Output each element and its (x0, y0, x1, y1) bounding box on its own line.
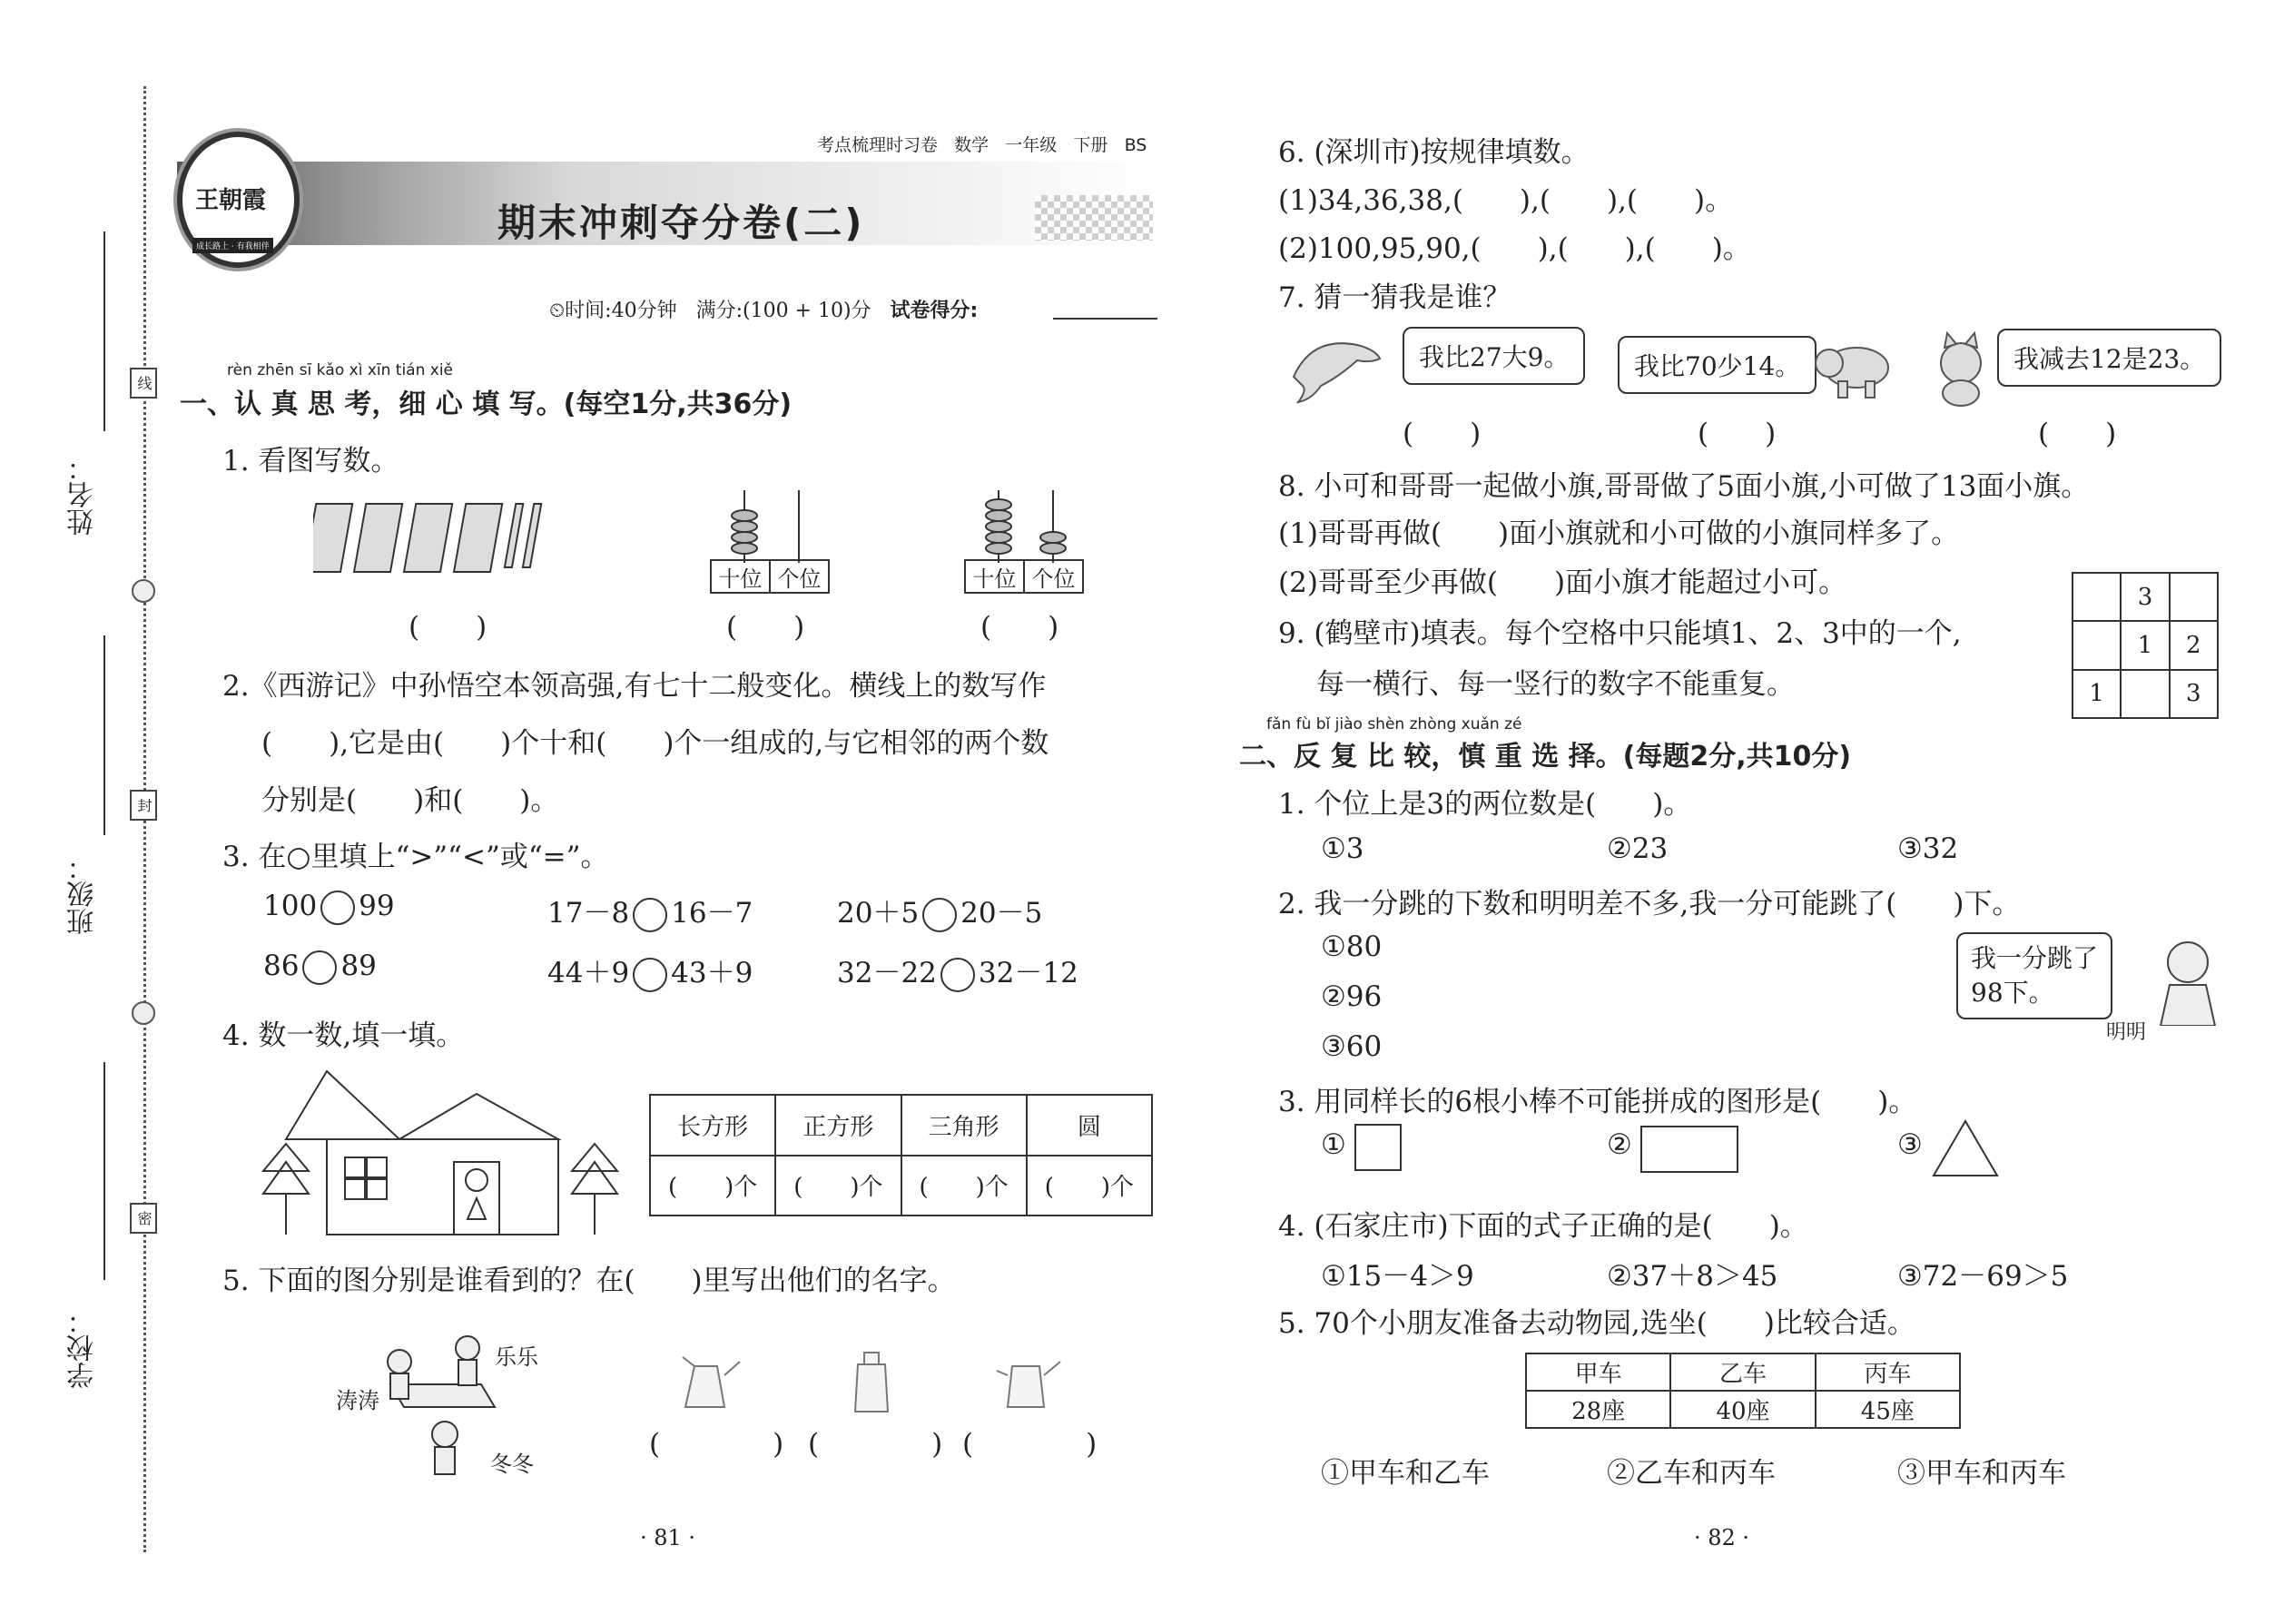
bind-circle-1 (132, 579, 155, 603)
cat-icon (1925, 331, 2002, 408)
grid-cell: 2 (2170, 621, 2218, 669)
table-cell: 45座 (1816, 1391, 1960, 1428)
volume: 下册 (1073, 135, 1108, 155)
bind-circle-2 (132, 1001, 155, 1025)
abacus-1-labels (710, 559, 830, 594)
square-shape (1354, 1124, 1402, 1171)
q1-blank-2[interactable]: ( ) (726, 611, 805, 644)
name-write-line[interactable] (103, 231, 105, 431)
q6-line2: (2)100,95,90,( ),( ),( )。 (1278, 232, 1751, 265)
kid-name-dongdong: 冬冬 (490, 1452, 534, 1477)
q3-item-2: 17－8 16－7 (547, 890, 753, 932)
s2q3-option-3[interactable]: ③ (1897, 1128, 1923, 1161)
s2q3-text: 3. 用同样长的6根小棒不可能拼成的图形是( )。 (1278, 1086, 1917, 1118)
s2q5-bus-table (1525, 1353, 1961, 1429)
bind-mark-xian: 线 (130, 368, 157, 399)
table-header: 圆 (1027, 1095, 1152, 1156)
name-label: 姓名： (67, 454, 99, 536)
bind-mark-feng: 封 (130, 790, 157, 821)
compare-circle[interactable] (302, 950, 337, 985)
grid-cell: 1 (2121, 621, 2169, 669)
header-meta (817, 132, 1147, 156)
q9-line1: 9. (鹤壁市)填表。每个空格中只能填1、2、3中的一个, (1278, 617, 1962, 650)
q7-bubble-2: 我比70少14。 (1618, 336, 1816, 394)
s2q1-option-3[interactable]: ③32 (1897, 832, 1959, 865)
q9-sudoku-grid (2072, 572, 2219, 719)
grid-cell: 1 (2072, 670, 2121, 718)
kid-name-taotao: 涛涛 (336, 1388, 379, 1413)
q7-blank-1[interactable]: ( ) (1403, 418, 1482, 450)
sticks-bundle-image (313, 495, 576, 581)
grid-cell: 3 (2121, 573, 2169, 621)
tens-label: 十位 (712, 561, 771, 592)
table-header: 丙车 (1816, 1353, 1960, 1391)
clock-icon: ⏲ (549, 300, 566, 322)
paper-score-line[interactable] (1053, 318, 1157, 320)
q3-item-6: 32－22 32－12 (837, 950, 1078, 992)
ones-label: 个位 (777, 566, 822, 592)
checker-decoration (1035, 195, 1153, 241)
kid-name-lele: 乐乐 (495, 1344, 538, 1370)
compare-circle[interactable] (940, 958, 975, 992)
compare-circle[interactable] (320, 891, 355, 925)
q7-bubble-3: 我减去12是23。 (1997, 329, 2221, 387)
table-cell: 40座 (1670, 1391, 1815, 1428)
house-picture (259, 1067, 622, 1239)
s2q1-option-2[interactable]: ②23 (1607, 832, 1669, 865)
table-header: 三角形 (901, 1095, 1027, 1156)
q3-item-1: 100 99 (263, 890, 395, 925)
full-score: 满分:(100 + 10)分 (695, 300, 871, 322)
q5-blank-1[interactable]: ( ) (649, 1428, 784, 1461)
q6-line1: (1)34,36,38,( ),( ),( )。 (1278, 184, 1734, 217)
section2-pinyin: fǎn fù bǐ jiào shèn zhòng xuǎn zé (1266, 715, 1522, 733)
q3-item-5: 44＋9 43＋9 (547, 950, 753, 992)
q1-text: 1. 看图写数。 (222, 445, 399, 477)
kettle-view-1 (672, 1353, 744, 1416)
s2q4-text: 4. (石家庄市)下面的式子正确的是( )。 (1278, 1210, 1808, 1243)
q4-count-table (649, 1094, 1153, 1216)
q3-item-4: 86 89 (263, 950, 377, 985)
dolphin-icon (1285, 322, 1384, 408)
grade: 一年级 (1005, 135, 1058, 155)
q2-line2: ( ),它是由( )个十和( )个一组成的,与它相邻的两个数 (261, 727, 1049, 760)
section1-pinyin: rèn zhēn sī kǎo xì xīn tián xiě (227, 361, 454, 379)
q1-blank-1[interactable]: ( ) (409, 611, 487, 644)
paper-score-label: 试卷得分: (890, 300, 979, 322)
q2-line1: 2.《西游记》中孙悟空本领高强,有七十二般变化。横线上的数写作 (222, 670, 1047, 703)
series-name: 考点梳理时习卷 (817, 135, 939, 155)
s2q4-option-1[interactable]: ①15－4＞9 (1321, 1260, 1474, 1293)
exam-info (549, 295, 978, 323)
s2q5-option-1[interactable]: ①甲车和乙车 (1321, 1457, 1490, 1490)
s2q3-option-1[interactable]: ① (1321, 1128, 1346, 1161)
table-header: 甲车 (1526, 1353, 1670, 1391)
q5-blank-2[interactable]: ( ) (808, 1428, 943, 1461)
s2q2-speech-bubble: 我一分跳了 98下。 (1956, 932, 2112, 1019)
grid-cell[interactable] (2072, 573, 2121, 621)
s2q5-option-3[interactable]: ③甲车和丙车 (1897, 1457, 2066, 1490)
boy-name-label: 明明 (2106, 1021, 2147, 1044)
logo-subtext: 成长路上 · 有我相伴 (192, 238, 273, 253)
s2q3-option-2[interactable]: ② (1607, 1128, 1632, 1161)
section2-title: 二、反 复 比 较，慎 重 选 择。(每题2分,共10分) (1239, 741, 1852, 773)
s2q1-option-1[interactable]: ①3 (1321, 832, 1364, 865)
table-cell: 28座 (1526, 1391, 1670, 1428)
table-cell[interactable]: ( )个 (775, 1156, 901, 1216)
s2q2-option-1[interactable]: ①80 (1321, 930, 1383, 963)
q5-text: 5. 下面的图分别是谁看到的？在( )里写出他们的名字。 (222, 1265, 956, 1297)
page-number-left: · 81 · (640, 1525, 696, 1550)
triangle-shape (1929, 1117, 2002, 1180)
q8-line1: (1)哥哥再做( )面小旗就和小可做的小旗同样多了。 (1278, 517, 1960, 550)
compare-circle[interactable] (633, 958, 667, 992)
page-title: 期末冲刺夺分卷(二) (497, 201, 865, 245)
q4-text: 4. 数一数,填一填。 (222, 1019, 465, 1052)
compare-circle[interactable] (922, 898, 957, 932)
table-cell[interactable]: ( )个 (650, 1156, 775, 1216)
s2q2-text: 2. 我一分跳的下数和明明差不多,我一分可能跳了( )下。 (1278, 888, 2021, 920)
table-cell[interactable]: ( )个 (901, 1156, 1027, 1216)
q6-text: 6. (深圳市)按规律填数。 (1278, 136, 1590, 169)
rectangle-shape (1640, 1126, 1738, 1173)
table-header: 正方形 (775, 1095, 901, 1156)
tens-label: 十位 (966, 561, 1025, 592)
grid-cell[interactable] (2170, 573, 2218, 621)
subject: 数学 (954, 135, 989, 155)
logo-text: 王朝霞 (195, 187, 267, 214)
q7-blank-2[interactable]: ( ) (1698, 418, 1777, 450)
s2q2-option-2[interactable]: ②96 (1321, 980, 1383, 1013)
class-write-line[interactable] (103, 635, 105, 835)
class-label: 班级： (67, 853, 99, 935)
compare-circle[interactable] (633, 898, 667, 932)
kids-at-table-picture (372, 1334, 508, 1480)
boy-mingming-icon (2151, 935, 2224, 1026)
q3-item-3: 20＋5 20－5 (837, 890, 1042, 932)
s2q4-option-2[interactable]: ②37＋8＞45 (1607, 1260, 1778, 1293)
time-limit: 时间:40分钟 (565, 300, 677, 322)
q1-blank-3[interactable]: ( ) (980, 611, 1059, 644)
q3-text: 3. 在○里填上“>”“<”或“=”。 (222, 841, 609, 873)
elephant-icon (1811, 336, 1897, 404)
q7-bubble-1: 我比27大9。 (1403, 327, 1585, 385)
school-write-line[interactable] (103, 1062, 105, 1280)
q8-text: 8. 小可和哥哥一起做小旗,哥哥做了5面小旗,小可做了13面小旗。 (1278, 470, 2090, 503)
grid-cell: 3 (2170, 670, 2218, 718)
grid-cell[interactable] (2121, 670, 2169, 718)
q8-line2: (2)哥哥至少再做( )面小旗才能超过小可。 (1278, 566, 1847, 599)
edition: BS (1124, 135, 1147, 155)
abacus-2-labels (964, 559, 1084, 594)
ones-label: 个位 (1031, 566, 1076, 592)
s2q5-option-2[interactable]: ②乙车和丙车 (1607, 1457, 1776, 1490)
grid-cell[interactable] (2072, 621, 2121, 669)
kettle-view-3 (989, 1353, 1062, 1416)
bind-mark-mi: 密 (130, 1203, 157, 1234)
s2q1-text: 1. 个位上是3的两位数是( )。 (1278, 788, 1692, 821)
s2q2-option-3[interactable]: ③60 (1321, 1030, 1383, 1063)
q9-line2: 每一横行、每一竖行的数字不能重复。 (1316, 668, 1795, 701)
q2-line3: 分别是( )和( )。 (261, 784, 559, 817)
q5-blank-3[interactable]: ( ) (962, 1428, 1098, 1461)
s2q4-option-3[interactable]: ③72－69＞5 (1897, 1260, 2069, 1293)
table-cell[interactable]: ( )个 (1027, 1156, 1152, 1216)
page-number-right: · 82 · (1694, 1525, 1750, 1550)
kettle-view-2 (844, 1348, 899, 1416)
section1-title: 一、认 真 思 考，细 心 填 写。(每空1分,共36分) (180, 389, 793, 420)
table-header: 乙车 (1670, 1353, 1815, 1391)
s2q5-text: 5. 70个小朋友准备去动物园,选坐( )比较合适。 (1278, 1307, 1915, 1340)
q7-blank-3[interactable]: ( ) (2038, 418, 2117, 450)
school-label: 学校： (67, 1307, 99, 1389)
q7-text: 7. 猜一猜我是谁？ (1278, 281, 1511, 314)
table-header: 长方形 (650, 1095, 775, 1156)
